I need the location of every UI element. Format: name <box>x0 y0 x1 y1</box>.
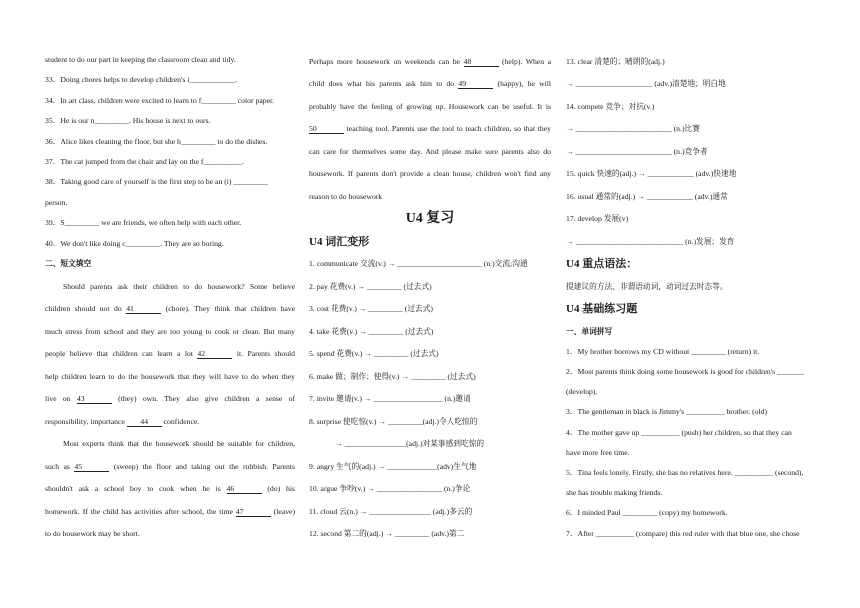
practice-line: 1．My brother borrows my CD without _________ (return) it. <box>566 346 760 356</box>
answer-blank: 42 <box>197 349 232 359</box>
review-title: U4 复习 <box>405 211 455 227</box>
vocab-line: 9. angry 生气的(adj.) → _____________(adv)生气地 <box>309 461 477 471</box>
passage-text: shouldn't ask a school boy to cook when he is <box>45 484 221 494</box>
practice-line: 4．The mother gave up __________ (push) her children, so that they can <box>566 427 792 437</box>
passage-line <box>45 478 295 501</box>
grammar-heading: U4 重点语法： <box>566 258 638 271</box>
passage-line: much stress from school and they are too young to cook or clean. But many <box>45 326 295 336</box>
passage-line <box>309 73 551 96</box>
answer-blank: 45 <box>74 462 109 472</box>
passage-line <box>45 456 295 479</box>
exercise-line: 38．Taking good care of yourself is the first step to be an (i) _________ <box>45 177 268 187</box>
answer-blank: 44 <box>127 417 162 427</box>
passage-line <box>45 343 295 366</box>
answer-blank: 46 <box>227 484 262 494</box>
passage-line <box>45 388 295 411</box>
passage-text: Perhaps more housework on weekends can be <box>309 56 460 66</box>
exercise-line: 33．Doing chores helps to develop children's i____________. <box>45 75 238 85</box>
passage-line: to do housework may be short. <box>45 529 140 539</box>
answer-blank: 41 <box>126 304 161 314</box>
vocab-line: 4. take 花费(v.) → _________ (过去式) <box>309 326 434 336</box>
passage-line <box>45 501 295 524</box>
exercise-line: person. <box>45 197 68 207</box>
passage-text: it. Parents should <box>236 349 296 359</box>
exercise-line: student to do our part in keeping the classroom clean and tidy. <box>45 55 236 64</box>
practice-line: 6．I minded Paul _________ (copy) my homework. <box>566 508 728 518</box>
passage-text: (do) his <box>267 484 295 494</box>
vocab-line: 15. quick 快速的(adj.) → ____________ (adv.)快速地 <box>566 169 737 179</box>
exercise-line: 39．S_________ we are friends, we often help with each other. <box>45 218 242 228</box>
passage-text: teaching tool. Parents use the tool to teach children, so that they <box>346 124 551 134</box>
answer-blank: 49 <box>458 79 493 89</box>
vocab-line: 5. spend 花费(v.) → _________ (过去式) <box>309 349 439 359</box>
vocab-line: 11. cloud 云(n.) → ________________ (adj.)多云的 <box>309 506 473 516</box>
vocab-line: 3. cost 花费(v.) → _________ (过去式) <box>309 304 433 314</box>
spelling-exercises <box>45 50 295 274</box>
section-heading: 一、单词拼写 <box>566 326 613 336</box>
passage-text: (leave) <box>273 506 296 516</box>
practice-heading: U4 基础练习题 <box>566 303 638 316</box>
passage-text: child does what his parents ask him to do <box>309 79 455 89</box>
left-column <box>45 50 295 546</box>
vocab-line: 10. argue 争吵(v.) → _________________ (n.)争论 <box>309 484 471 494</box>
practice-line: have more free time. <box>566 447 630 457</box>
vocab-line: 6. make 做；制作；使得(v.) → _________ (过去式) <box>309 371 476 381</box>
answer-blank: 43 <box>77 394 112 404</box>
vocab-line: 12. second 第二的(adj.) → _________ (adv.)第二 <box>309 529 465 539</box>
passage-text: children should not do <box>45 304 122 314</box>
practice-line: she has trouble making friends. <box>566 488 663 498</box>
passage-line <box>45 298 295 321</box>
answer-blank: 48 <box>464 57 499 67</box>
vocab-heading: U4 词汇变形 <box>309 235 370 248</box>
practice-line: (develop). <box>566 387 598 397</box>
practice-line: 7．After __________ (compare) this red ruler with that blue one, she chose <box>566 528 800 538</box>
passage-line: help children learn to do the housework that they will have to do when they <box>45 371 295 381</box>
passage-text: confidence. <box>163 416 200 426</box>
passage-text: such as <box>45 461 70 471</box>
vocab-line: 14. compete 竞争；对抗(v.) <box>566 101 655 111</box>
passage-text: responsibility, importance <box>45 416 125 426</box>
practice-line: 2．Most parents think doing some housework is good for children's _______ <box>566 367 804 377</box>
passage-line <box>309 51 551 74</box>
right-column <box>566 51 817 544</box>
passage-line: Most experts think that the housework should be suitable for children, <box>63 439 295 449</box>
exercise-line: 40．We don't like doing c_________. They are so boring. <box>45 238 224 248</box>
practice-line: 5．Tina feels lonely. Firstly, she has no relatives here. __________ (second), <box>566 468 804 478</box>
cloze-passage <box>45 276 295 546</box>
grammar-summary: 提建议的方法、非谓语动词，动词过去时态等。 <box>566 281 728 291</box>
passage-text: homework. If the child has activities after school, the time <box>45 506 233 516</box>
practice-line: 3．The gentleman in black is Jimmy's __________ brother. (old) <box>566 407 768 417</box>
passage-line <box>309 118 551 141</box>
vocab-line: 13. clear 清楚的；晴朗的(adj.) <box>566 56 665 66</box>
vocab-list-continued <box>566 51 817 254</box>
exercise-line: 35．He is our n_________. His house is next to ours. <box>45 116 211 126</box>
vocab-line: 16. usual 通常的(adj.) → ____________ (adv.)通常 <box>566 191 728 201</box>
passage-line: housework. If parents don't provide a clean house, children won't find any <box>309 169 551 179</box>
vocab-line: 2. pay 花费(v.) → _________ (过去式) <box>309 281 432 291</box>
exercise-line: 37．The cat jumped from the chair and lay on the f__________. <box>45 156 244 166</box>
vocab-line: 17. develop 发展(v) <box>566 214 629 224</box>
vocab-line: → _________________________ (n.)竞争者 <box>566 146 708 156</box>
vocab-line: 7. invite 邀请(v.) → __________________ (n.)邀请 <box>309 394 471 404</box>
practice-list <box>566 342 817 544</box>
passage-text: (sweep) the floor and taking out the rubbish. Parents <box>113 461 296 471</box>
vocab-line: 8. surprise 使吃惊(v.) → _________(adj.)令人吃惊的 <box>309 416 478 426</box>
cloze-passage-continued <box>309 51 551 209</box>
passage-line: Should parents ask their children to do housework? Some believe <box>63 281 295 291</box>
answer-blank: 47 <box>236 507 271 517</box>
passage-line <box>45 411 295 434</box>
exercise-line: 36．Alice likes cleaning the floor, but she h_________ to do the dishes. <box>45 136 268 146</box>
vocab-line: → ________________(adj.)对某事感到吃惊的 <box>335 439 485 449</box>
vocab-line: → ____________________ (adv.)清楚地；明白地 <box>566 79 726 89</box>
exercise-line: 34．In art class, children were excited to learn to f_________ color paper. <box>45 95 275 105</box>
passage-text: people believe that children can learn a lot <box>45 349 193 359</box>
vocab-line: → _________________________ (n.)比赛 <box>566 124 700 134</box>
passage-line: probably have the feeling of growing up. Housework can be useful. It is <box>309 101 551 111</box>
vocab-list <box>309 253 551 546</box>
passage-text: (chore). They think that children have <box>165 304 295 314</box>
passage-text: (they) own. They also give children a sense of <box>118 394 296 404</box>
passage-text: (help). When a <box>502 56 551 66</box>
middle-column <box>309 51 551 546</box>
passage-text: (happy), he will <box>497 79 552 89</box>
passage-text: live on <box>45 394 71 404</box>
answer-blank: 50 <box>309 124 344 134</box>
vocab-line: 1. communicate 交流(v.) → ______________________ (n.)交流;沟通 <box>309 259 528 269</box>
passage-line: can care for themselves some day. And please make sure parents also do <box>309 146 551 156</box>
section-heading: 二、短文填空 <box>45 258 92 268</box>
passage-line: reason to do housework <box>309 191 383 201</box>
vocab-line: → ____________________________ (n.)发展；发育 <box>566 236 735 246</box>
